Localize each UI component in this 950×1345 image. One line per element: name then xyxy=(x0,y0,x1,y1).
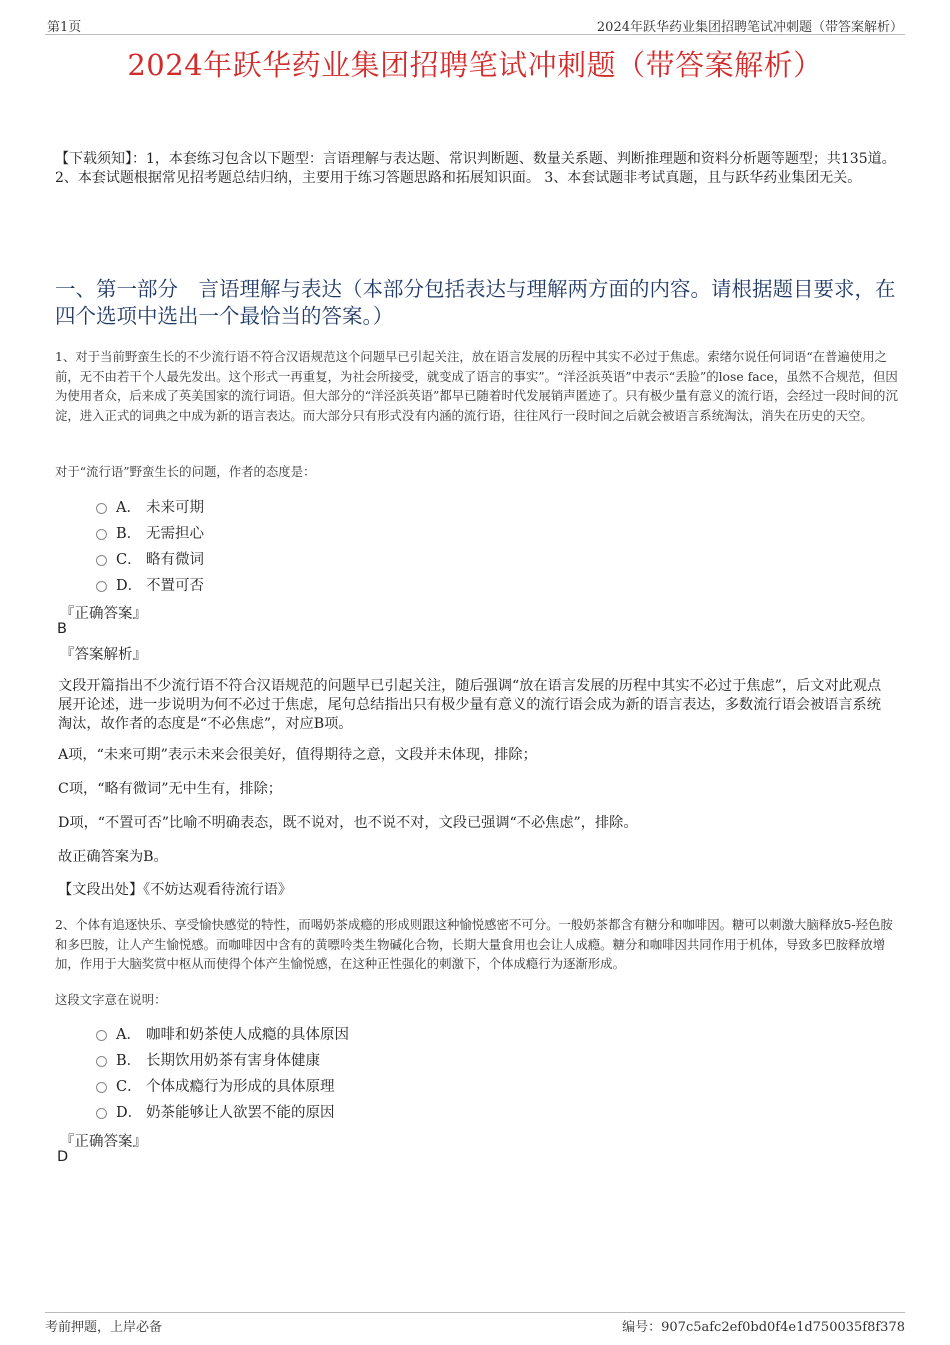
radio-icon[interactable] xyxy=(96,1082,107,1093)
radio-icon[interactable] xyxy=(96,581,107,592)
option-b[interactable] xyxy=(96,519,204,545)
page-number: 第1页 xyxy=(47,20,82,35)
option-key: C． xyxy=(116,551,142,568)
option-key: C． xyxy=(116,1078,142,1095)
option-text: 个体成瘾行为形成的具体原理 xyxy=(146,1078,335,1095)
page-title: 2024年跃华药业集团招聘笔试冲刺题（带答案解析） xyxy=(127,48,823,82)
option-b[interactable] xyxy=(96,1046,349,1072)
header-doc-title: 2024年跃华药业集团招聘笔试冲刺题（带答案解析） xyxy=(596,20,903,35)
answer-label: 『正确答案』 xyxy=(60,1134,147,1150)
analysis-option-c: C项，“略有微词”无中生有，排除； xyxy=(58,781,282,797)
radio-icon[interactable] xyxy=(96,555,107,566)
question-2-options xyxy=(96,1020,349,1124)
option-key: D． xyxy=(116,1104,143,1121)
answer-label: 『正确答案』 xyxy=(60,606,147,622)
question-1-options xyxy=(96,493,204,597)
radio-icon[interactable] xyxy=(96,529,107,540)
radio-icon[interactable] xyxy=(96,1108,107,1119)
download-notice: 【下载须知】：1，本套练习包含以下题型：言语理解与表达题、常识判断题、数量关系题、判断推理题和资料分析题等题型；共135道。 2、本套试题根据常见招考题总结归纳，主要用于练习答题思路和拓展知识面。 3、本套试题非考试真题，且与跃华药业集团无关。 xyxy=(55,151,896,186)
analysis-paragraph: 文段开篇指出不少流行语不符合汉语规范的问题早已引起关注，随后强调“放在语言发展的历程中其实不必过于焦虑”，后文对此观点展开论述，进一步说明为何不必过于焦虑，尾句总结指出只有极少量有意义的流行语会成为新的语言表达，多数流行语会被语言系统淘汰，故作者的态度是“不必焦虑”，对应B项。 xyxy=(58,678,882,732)
option-text: 略有微词 xyxy=(146,551,204,568)
option-text: 不置可否 xyxy=(146,577,204,594)
analysis-option-a: A项，“未来可期”表示未来会很美好，值得期待之意，文段并未体现，排除； xyxy=(58,747,537,763)
option-key: A． xyxy=(116,1026,141,1043)
analysis-conclusion: 故正确答案为B。 xyxy=(58,849,168,865)
option-text: 长期饮用奶茶有害身体健康 xyxy=(146,1052,320,1069)
option-a[interactable] xyxy=(96,1020,349,1046)
page-footer xyxy=(45,1312,905,1335)
question-1-stem: 对于“流行语”野蛮生长的问题，作者的态度是： xyxy=(55,464,316,479)
radio-icon[interactable] xyxy=(96,1030,107,1041)
footer-doc-id: 编号：907c5afc2ef0bd0f4e1d750035f8f378 xyxy=(622,1320,905,1335)
option-text: 未来可期 xyxy=(146,499,204,516)
analysis-option-d: D项，“不置可否”比喻不明确表态，既不说对，也不说不对，文段已强调“不必焦虑”，排除。 xyxy=(58,815,638,831)
question-1-text: 1、对于当前野蛮生长的不少流行语不符合汉语规范这个问题早已引起关注，放在语言发展的历程中其实不必过于焦虑。索绪尔说任何词语“在普遍使用之前，无不由若干个人最先发出。这个形式一再重复，为社会所接受，就变成了语言的事实”。“洋泾浜英语”中表示“丢脸”的lose face，虽然不合规范，但因为使用者众，后来成了英美国家的流行词语。但大部分的“洋泾浜英语”都早已随着时代发展销声匿迹了。只有极少量有意义的流行语，会经过一段时间的沉淀，进入正式的词典之中成为新的语言表达。而大部分只有形式没有内涵的流行语，往往风行一段时间之后就会被语言系统淘汰，消失在历史的天空。 xyxy=(55,349,898,423)
option-text: 奶茶能够让人欲罢不能的原因 xyxy=(146,1104,335,1121)
option-key: B． xyxy=(116,525,142,542)
option-c[interactable] xyxy=(96,545,204,571)
question-2-stem: 这段文字意在说明： xyxy=(55,992,167,1007)
answer-value: B xyxy=(57,621,67,637)
option-c[interactable] xyxy=(96,1072,349,1098)
answer-value: D xyxy=(57,1149,69,1165)
option-key: D． xyxy=(116,577,143,594)
option-text: 无需担心 xyxy=(146,525,204,542)
option-d[interactable] xyxy=(96,571,204,597)
page-header xyxy=(45,14,905,35)
section-heading: 一、第一部分 言语理解与表达（本部分包括表达与理解两方面的内容。请根据题目要求，在四个选项中选出一个最恰当的答案。） xyxy=(55,277,896,328)
option-a[interactable] xyxy=(96,493,204,519)
radio-icon[interactable] xyxy=(96,503,107,514)
analysis-source: 【文段出处】《不妨达观看待流行语》 xyxy=(58,882,293,898)
option-key: A． xyxy=(116,499,141,516)
radio-icon[interactable] xyxy=(96,1056,107,1067)
footer-slogan: 考前押题，上岸必备 xyxy=(45,1320,163,1335)
option-text: 咖啡和奶茶使人成瘾的具体原因 xyxy=(146,1026,349,1043)
question-2-text: 2、个体有追逐快乐、享受愉快感觉的特性，而喝奶茶成瘾的形成则跟这种愉悦感密不可分。一般奶茶都含有糖分和咖啡因。糖可以刺激大脑释放5-羟色胺和多巴胺，让人产生愉悦感。而咖啡因中含有的黄嘌呤类生物碱化合物，长期大量食用也会让人成瘾。糖分和咖啡因共同作用于机体，导致多巴胺释放增加，作用于大脑奖赏中枢从而使得个体产生愉悦感，在这种正性强化的刺激下，个体成瘾行为逐渐形成。 xyxy=(55,917,893,971)
option-d[interactable] xyxy=(96,1098,349,1124)
option-key: B． xyxy=(116,1052,142,1069)
analysis-label: 『答案解析』 xyxy=(60,647,147,663)
